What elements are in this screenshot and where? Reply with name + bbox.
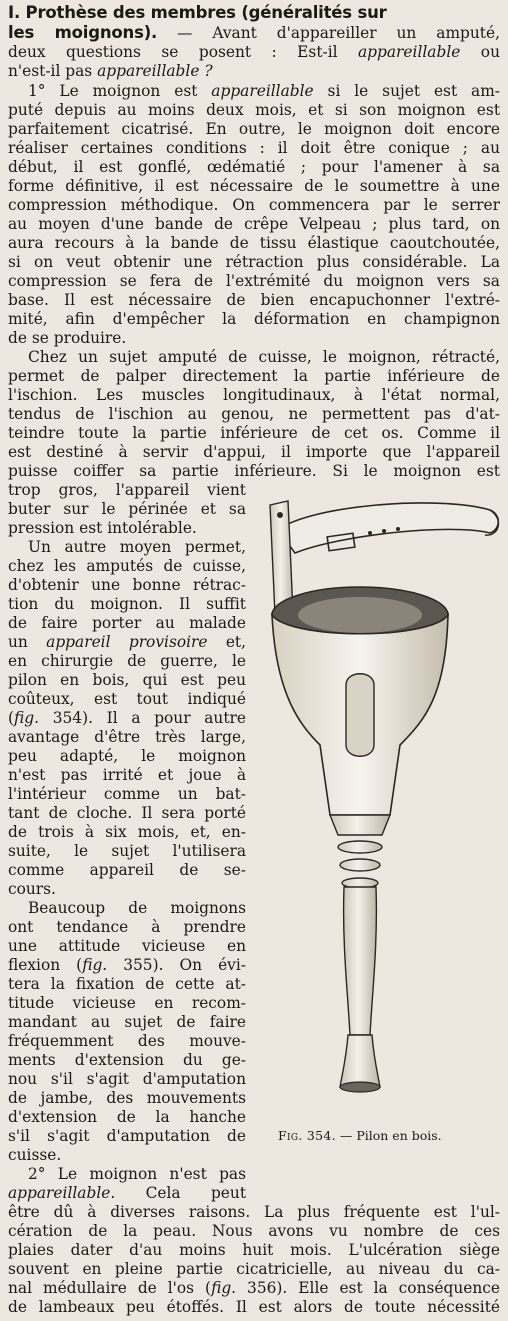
para4-line: Beaucoup de moignons xyxy=(28,899,246,917)
para1-line: si on veut obtenir une rétraction plus considérable. La xyxy=(8,253,500,271)
para3-line: de trois à six mois, et, en- xyxy=(8,823,246,841)
para3-line: tion du moignon. Il suffit xyxy=(8,595,246,613)
para5-line: nal médullaire de l'os (fig. 356). Elle est la conséquence xyxy=(8,1279,500,1297)
para4-line: flexion (fig. 355). On évi- xyxy=(8,956,246,974)
intro-text: — Avant d'appareiller un amputé, xyxy=(157,24,500,42)
intro-emphasis: appareillable xyxy=(358,43,461,61)
para3-line: comme appareil de se- xyxy=(8,861,246,879)
para2-line: permet de palper directement la partie inférieure de xyxy=(8,367,500,385)
para3-line: pilon en bois, qui est peu xyxy=(8,671,246,689)
para1-line: au moyen d'une bande de crêpe Velpeau ; plus tard, on xyxy=(8,215,500,233)
para3-line: cours. xyxy=(8,880,56,898)
para1-line: mité, afin d'empêcher la déformation en champignon xyxy=(8,310,500,328)
para2-line: trop gros, l'appareil vient xyxy=(8,481,246,499)
para3-line: d'obtenir une bonne rétrac- xyxy=(8,576,246,594)
para1-line: base. Il est nécessaire de bien encapuchonner l'extré- xyxy=(8,291,500,309)
para5-line: appareillable. Cela peut xyxy=(8,1184,246,1202)
section-heading: I. Prothèse des membres (généralités sur xyxy=(8,3,387,22)
para1-line: compression méthodique. On commencera par le serrer xyxy=(8,196,500,214)
para1-line: réaliser certaines conditions : il doit être conique ; au xyxy=(8,139,500,157)
para5-line: de lambeaux peu étoffés. Il est alors de toute nécessité xyxy=(8,1298,500,1316)
para3-line: un appareil provisoire et, xyxy=(8,633,247,651)
para4-line: tera la fixation de cette at- xyxy=(8,975,246,993)
para3-line: peu adapté, le moignon xyxy=(8,747,246,765)
para2-line: est destiné à servir d'appui, il importe que l'appareil xyxy=(8,443,500,461)
intro-text: ou xyxy=(460,43,500,61)
para4-line: de jambe, des mouvements xyxy=(8,1089,246,1107)
para4-line: d'extension de la hanche xyxy=(8,1108,246,1126)
para5-line: être dû à diverses raisons. La plus fréquente est l'ul- xyxy=(8,1203,500,1221)
para2-line: Chez un sujet amputé de cuisse, le moignon, rétracté, xyxy=(28,348,500,366)
para3-line: en chirurgie de guerre, le xyxy=(8,652,246,670)
para1-line: forme définitive, il est nécessaire de le soumettre à une xyxy=(8,177,500,195)
intro-text: deux questions se posent : Est-il xyxy=(8,43,358,61)
intro-text: n'est-il pas xyxy=(8,62,98,80)
figure-caption xyxy=(278,1128,498,1143)
para1-line: de se produire. xyxy=(8,329,127,347)
para4-line: titude vicieuse en recom- xyxy=(8,994,246,1012)
para2-line: buter sur le périnée et sa xyxy=(8,500,246,518)
para4-line: nou s'il s'agit d'amputation xyxy=(8,1070,246,1088)
figure-number: Fig. 354. xyxy=(278,1128,336,1143)
para1-line: compression se fera de l'extrémité du moignon vers sa xyxy=(8,272,500,290)
para1-line: parfaitement cicatrisé. En outre, le moignon doit encore xyxy=(8,120,500,138)
para3-line: chez les amputés de cuisse, xyxy=(8,557,246,575)
para3-line: suite, le sujet l'utilisera xyxy=(8,842,246,860)
para2-line: pression est intolérable. xyxy=(8,519,197,537)
figure-354 xyxy=(250,475,508,1100)
para3-line: de faire porter au malade xyxy=(8,614,246,632)
para5-line: souvent en pleine partie cicatricielle, au niveau du ca- xyxy=(8,1260,500,1278)
para3-line: l'intérieur comme un bat- xyxy=(8,785,246,803)
para1-line: 1° Le moignon est appareillable si le sujet est am- xyxy=(28,82,500,100)
para3-line: avantage d'être très large, xyxy=(8,728,246,746)
para2-line: puisse coiffer sa partie inférieure. Si le moignon est xyxy=(8,462,500,480)
para4-line: ments d'extension du ge- xyxy=(8,1051,246,1069)
para3-line: n'est pas irrité et joue à xyxy=(8,766,246,784)
para2-line: l'ischion. Les muscles longitudinaux, à l'état normal, xyxy=(8,386,500,404)
para5-line: cération de la peau. Nous avons vu nombre de ces xyxy=(8,1222,500,1240)
figure-caption-text: — Pilon en bois. xyxy=(335,1128,442,1143)
peg-leg-illustration xyxy=(250,475,508,1100)
para1-line: début, il est gonflé, œdématié ; pour l'amener à sa xyxy=(8,158,500,176)
para4-line: cuisse. xyxy=(8,1146,62,1164)
para3-line: coûteux, est tout indiqué xyxy=(8,690,246,708)
para4-line: fréquemment des mouve- xyxy=(8,1032,246,1050)
para1-line: aura recours à la bande de tissu élastique caoutchoutée, xyxy=(8,234,500,252)
para4-line: ont tendance à prendre xyxy=(8,918,246,936)
para3-line: (fig. 354). Il a pour autre xyxy=(8,709,246,727)
para1-line: puté depuis au moins deux mois, et si son moignon est xyxy=(8,101,500,119)
para5-line: 2° Le moignon n'est pas xyxy=(28,1165,246,1183)
para2-line: tendus de l'ischion au genou, ne permettent pas d'at- xyxy=(8,405,500,423)
intro-emphasis: appareillable ? xyxy=(97,62,213,80)
para4-line: s'il s'agit d'amputation de xyxy=(8,1127,246,1145)
para2-line: teindre toute la partie inférieure de cet os. Comme il xyxy=(8,424,500,442)
para4-line: une attitude vicieuse en xyxy=(8,937,246,955)
para3-line: tant de cloche. Il sera porté xyxy=(8,804,246,822)
para3-line: Un autre moyen permet, xyxy=(28,538,246,556)
section-heading-cont: les moignons). xyxy=(8,23,158,42)
para4-line: mandant au sujet de faire xyxy=(8,1013,246,1031)
para5-line: plaies dater d'au moins huit mois. L'ulcération siège xyxy=(8,1241,500,1259)
